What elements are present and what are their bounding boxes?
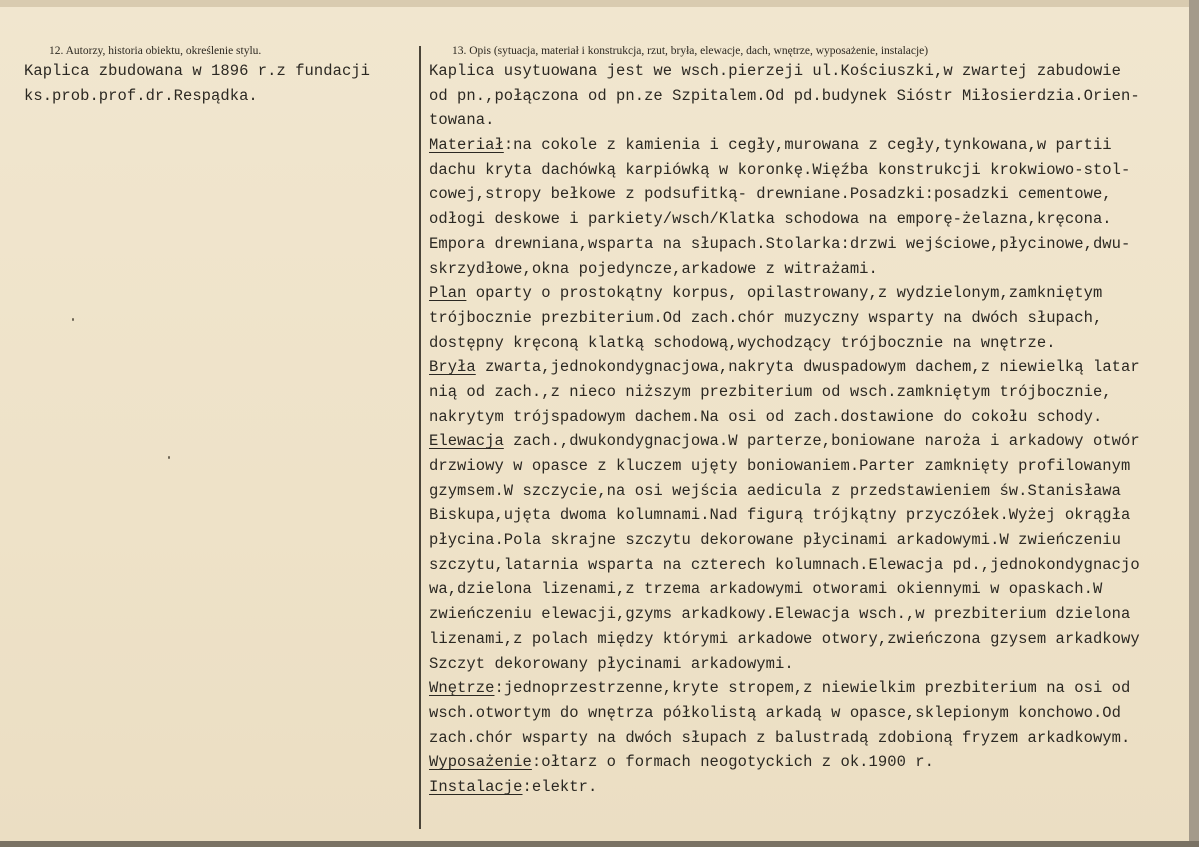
line-text: :jednoprzestrzenne,kryte stropem,z niewielkim prezbiterium na osi od [494,679,1131,698]
text-line [429,627,1140,652]
text-line [429,454,1140,479]
text-line [429,355,1140,380]
line-text: odłogi deskowe i parkiety/wsch/Klatka schodowa na emporę-żelazna,kręcona. [429,210,1112,229]
section-heading: Plan [429,284,467,303]
line-text: Empora drewniana,wsparta na słupach.Stolarka:drzwi wejściowe,płycinowe,dwu- [429,234,1131,253]
line-text: zach.,dwukondygnacjowa.W parterze,boniowane naroża i arkadowy otwór [503,432,1140,451]
line-text: drzwiowy w opasce z kluczem ujęty boniowaniem.Parter zamknięty profilowanym [429,457,1131,475]
line-text: gzymsem.W szczycie,na osi wejścia aedicula z przedstawieniem św.Stanisława [429,481,1122,500]
paper-right-edge [1189,0,1199,847]
line-text: cowej,stropy bełkowe z podsufitką- drewniane.Posadzki:posadzki cementowe, [429,185,1112,204]
line-text: towana. [429,111,495,130]
line-text: lizenami,z polach między którymi arkadowe otwory,zwieńczona gzysem arkadkowy [429,629,1140,648]
text-line [429,750,1140,775]
section-heading: Bryła [429,358,476,377]
line-text: oparty o prostokątny korpus, opilastrowany,z wydzielonym,zamkniętym [466,284,1103,303]
line-text: szczytu,latarnia wsparta na czterech kolumnach.Elewacja pd.,jednokondygnacjo [429,555,1140,574]
section-13-header: 13. Opis (sytuacja, materiał i konstrukcja, rzut, bryła, elewacje, dach, wnętrze, wyposażenie, instalacje) [452,45,929,57]
line-text: dostępny kręconą klatką schodową,wychodzący trójbocznie na wnętrze. [429,333,1056,352]
text-line [429,652,1140,677]
text-line: Kaplica zbudowana w 1896 r.z fundacji [24,62,371,80]
line-text: płycina.Pola skrajne szczytu dekorowane płycinami arkadowymi.W zwieńczeniu [429,531,1122,550]
paper-speck [72,318,74,321]
line-text: Biskupa,ujęta dwoma kolumnami.Nad figurą trójkątny przyczółek.Wyżej okrągła [429,506,1131,525]
text-line [429,108,1140,133]
section-heading: Wyposażenie [429,753,532,772]
text-line [429,207,1140,232]
line-text: trójbocznie prezbiterium.Od zach.chór muzyczny wsparty na dwóch słupach, [429,308,1103,327]
text-line [429,84,1140,109]
line-text: wa,dzielona lizenami,z trzema arkadowymi otworami okiennymi w opaskach.W [429,580,1103,599]
text-line [429,503,1140,528]
text-line [429,775,1140,800]
text-line [429,405,1140,430]
line-text: od pn.,połączona od pn.ze Szpitalem.Od pd.budynek Sióstr Miłosierdzia.Orien- [429,86,1140,105]
text-line [429,133,1140,158]
line-text: dachu kryta dachówką karpiówką w koronkę.Więźba konstrukcji krokwiowo-stol- [429,160,1131,179]
line-text: wsch.otwortym do wnętrza półkolistą arkadą w opasce,sklepionym konchowo.Od [429,703,1122,722]
text-line [429,158,1140,183]
line-text: zach.chór wsparty na dwóch słupach z balustradą zdobioną fryzem arkadkowym. [429,728,1131,747]
text-line [429,380,1140,405]
text-line [429,676,1140,701]
text-line [429,232,1140,257]
line-text: skrzydłowe,okna pojedyncze,arkadowe z witrażami. [429,259,878,278]
line-text: nią od zach.,z nieco niższym prezbiterium od wsch.zamkniętym trójbocznie, [429,382,1112,401]
text-line [429,479,1140,504]
section-heading: Instalacje [429,777,523,796]
text-line [429,281,1140,306]
line-text: :ołtarz o formach neogotyckich z ok.1900 r. [531,753,934,772]
text-line [429,182,1140,207]
text-line [429,726,1140,751]
line-text: zwieńczeniu elewacji,gzyms arkadkowy.Elewacja wsch.,w prezbiterium dzielona [429,605,1131,624]
text-line [429,577,1140,602]
section-heading: Elewacja [429,432,504,451]
text-line [429,602,1140,627]
section-heading: Wnętrze [429,679,495,698]
paper-bottom-edge [0,841,1199,847]
text-line [429,553,1140,578]
text-line [429,701,1140,726]
line-text: Kaplica usytuowana jest we wsch.pierzeji ul.Kościuszki,w zwartej zabudowie [429,62,1122,80]
paper-top-edge [0,0,1199,7]
section-13-text [429,59,1140,800]
text-line [429,331,1140,356]
text-line [429,528,1140,553]
line-text: :elektr. [522,777,598,796]
line-text: :na cokole z kamienia i cegły,murowana z cegły,tynkowana,w partii [503,136,1112,155]
section-heading: Materiał [429,136,504,155]
text-line [429,257,1140,282]
line-text: Szczyt dekorowany płycinami arkadowymi. [429,654,794,673]
section-12-text [24,59,370,108]
text-line [429,429,1140,454]
line-text: nakrytym trójspadowym dachem.Na osi od zach.dostawione do cokołu schody. [429,407,1103,426]
text-line [429,59,1140,84]
column-divider [419,46,421,829]
text-line [429,306,1140,331]
line-text: zwarta,jednokondygnacjowa,nakryta dwuspadowym dachem,z niewielką latar [475,358,1140,377]
section-12-header: 12. Autorzy, historia obiektu, określenie stylu. [49,45,262,57]
text-line: ks.prob.prof.dr.Respądka. [24,86,258,105]
paper-speck [168,456,170,459]
